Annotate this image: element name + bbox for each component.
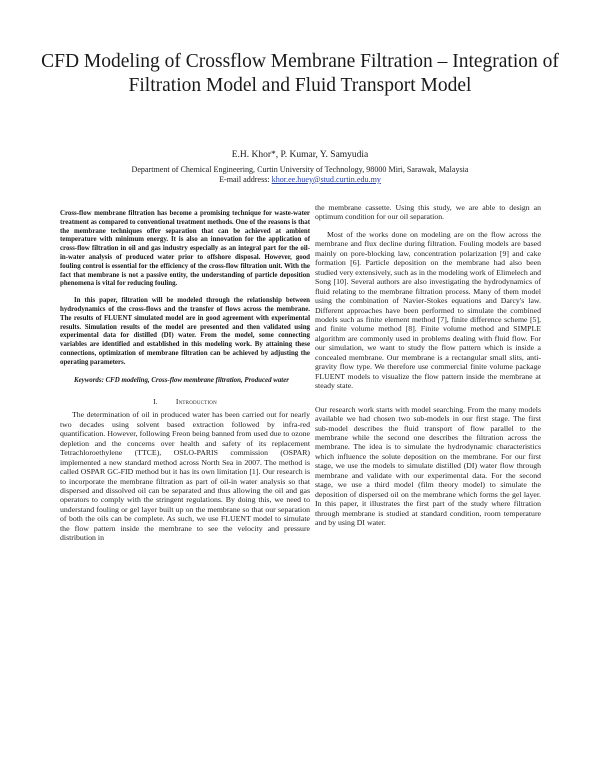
abstract	[60, 210, 310, 368]
keywords: Keywords: CFD modeling, Cross-flow membrane filtration, Produced water	[74, 376, 289, 384]
email-line	[40, 175, 560, 185]
paper-title: CFD Modeling of Crossflow Membrane Filtration – Integration of Filtration Model and Fluid Transport Model	[41, 51, 559, 96]
author-list: E.H. Khor*, P. Kumar, Y. Samyudia	[231, 150, 369, 160]
section-heading-introduction	[60, 397, 310, 407]
affiliation-text: Department of Chemical Engineering, Curtin University of Technology, 98000 Miri, Sarawak, Malaysia	[131, 165, 469, 174]
right-column	[315, 203, 541, 528]
right-paragraph-3: Our research work starts with model searching. From the many models available we had chosen two sub-models in our first stage. The first sub-model describes the fluid transport of flow parallel to the membrane while the second one describes the filtration across the membrane. The idea is to simulate the hydrodynamic characteristics which influence the solute deposition on the membrane. For our first stage, we use the models to simulate distilled (DI) water flow through membrane and validate with our experimental data. For the second stage, we use a third model (film theory model) to simulate the deposition of dispersed oil on the membrane which forms the gel layer. In this paper, it illustrates the first part of the study where filtration through membrane is studied at standard condition, room temperature and by using DI water.	[315, 404, 541, 528]
introduction-body	[60, 410, 310, 542]
abstract-paragraph-1: Cross-flow membrane filtration has become a promising technique for waste-water treatment as compared to conventional treatment methods. One of the reasons is that the membrane techniques offer separation that can be achieved at ambient temperature with minimum energy. It is also an innovation for the application of cross-flow filtration in oil and gas industry especially as an integral part for the oil-in-water analysis of produced water prior to offshore disposal. However, good fouling control is essential for the efficiency of the cross-flow filtration unit. With the fact that membrane is not a passive entity, the understanding of particle deposition phenomena is vital for reducing fouling.	[60, 210, 310, 288]
right-paragraph-2: Most of the works done on modeling are on the flow across the membrane and flux decline during filtration. Fouling models are based mainly on pore-blocking law, concentration polarization [9] and cake formation [6]. Particle deposition on the membrane had also been studied very extensively, such as in the modeling work of Elimelech and Song [10]. Several authors are also investigating the hydrodynamics of fluid relating to the membrane filtration process. Many of them model using the combination of Navier-Stokes equations and Darcy's law. Different approaches have been performed to simulate the combined models such as finite element method [7], finite difference scheme [5], and finite volume method [8]. Finite volume method and SIMPLE algorithm are commonly used in problems dealing with fluid flow. For our simulation, we want to study the flow pattern which is inside a concealed membrane. Our membrane is a rectangular small slits, anti-gravity flow type. We therefore use commercial finite volume package FLUENT models to visualize the flow pattern inside the membrane at steady state.	[315, 229, 541, 391]
section-number: I.	[153, 397, 158, 407]
right-column-body	[315, 203, 541, 528]
left-column	[60, 210, 310, 543]
email-link[interactable]: khor.ee.huey@stud.curtin.edu.my	[271, 174, 381, 184]
right-paragraph-1: the membrane cassette. Using this study, we are able to design an optimum condition for our oil separation.	[315, 203, 541, 222]
intro-paragraph: The determination of oil in produced water has been carried out for nearly two decades using solvent based extraction followed by infra-red quantification. However, following Freon being banned from used due to ozone depletion and the concerns over health and safety of its replacement Tetrachloroethylene (TTCE), OSLO-PARIS commission (OSPAR) implemented a new standard method across North Sea in 2007. The method is called OSPAR GC-FID method but it has its own limitation [1]. Our research is to incorporate the membrane filtration as part of oil-in water analysis so that dispersed and dissolved oil can be separated and thus allowing the oil and gas operators to comply with the stringent regulations. By doing this, we need to understand fouling or gel layer built up on the membrane so that our separation of both the oils can be complete. As such, we use FLUENT model to simulate the flow pattern inside the membrane to see the velocity and pressure distribution in	[60, 410, 310, 543]
affiliation-block	[40, 165, 560, 184]
section-title: Introduction	[175, 397, 217, 407]
abstract-paragraph-2: In this paper, filtration will be modeled through the relationship between hydrodynamics of the cross-flows and the transfer of flows across the membrane. The results of FLUENT simulated model are in good agreement with experimental results. Simulation results of the model are presented and then validated using experimental data for distilled (DI) water. From the model, some connecting variables are identified and established in this modeling work. By attaining these connections, optimization of membrane filtration can be achieved by adjusting the operating parameters.	[60, 297, 310, 366]
email-label: E-mail address:	[219, 174, 272, 184]
